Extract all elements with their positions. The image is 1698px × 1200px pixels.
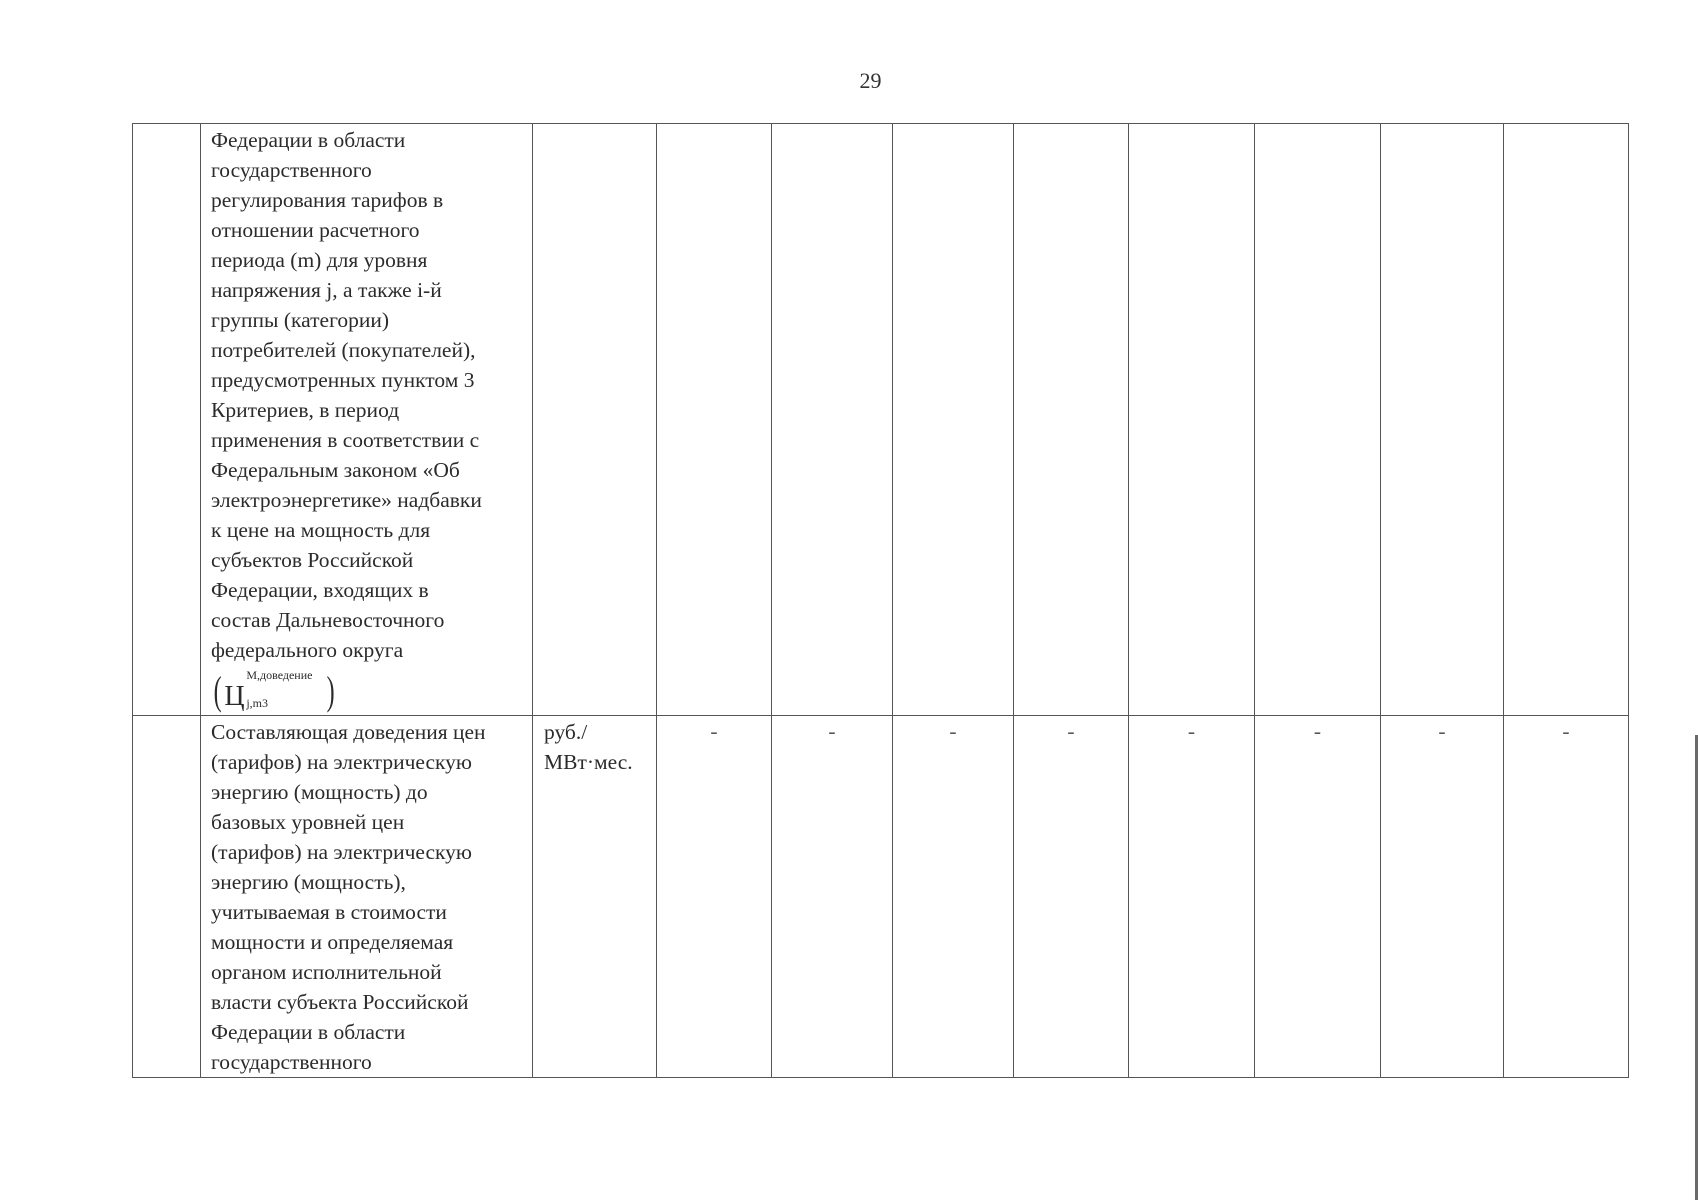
description-line: периода (m) для уровня xyxy=(211,248,428,272)
unit-cell xyxy=(533,716,657,1078)
description-line: Составляющая доведения цен xyxy=(211,720,486,744)
unit-line: руб./ xyxy=(544,720,588,744)
row-index-cell xyxy=(133,716,201,1078)
description-line: государственного xyxy=(211,158,372,182)
description-line: учитываемая в стоимости xyxy=(211,900,447,924)
description-line: (тарифов) на электрическую xyxy=(211,840,472,864)
value-cell: - xyxy=(893,716,1014,1078)
value-cell xyxy=(1255,124,1381,716)
value-cell: - xyxy=(1504,716,1629,1078)
description-line: Федерации, входящих в xyxy=(211,578,429,602)
description-line: органом исполнительной xyxy=(211,960,442,984)
value-cell xyxy=(657,124,772,716)
table-row xyxy=(133,124,1629,716)
description-line: отношении расчетного xyxy=(211,218,420,242)
description-line: потребителей (покупателей), xyxy=(211,338,476,362)
formula-subscript: j,m3 xyxy=(246,696,268,710)
description-line: регулирования тарифов в xyxy=(211,188,444,212)
value-cell: - xyxy=(1381,716,1504,1078)
description-line: применения в соответствии с xyxy=(211,428,480,452)
description-line: к цене на мощность для xyxy=(211,518,431,542)
description-line: мощности и определяемая xyxy=(211,930,454,954)
value-cell: - xyxy=(772,716,893,1078)
unit-line: МВт·мес. xyxy=(544,750,633,774)
unit-cell xyxy=(533,124,657,716)
description-cell xyxy=(201,716,533,1078)
description-line: напряжения j, а также i-й xyxy=(211,278,442,302)
description-line: Федерации в области xyxy=(211,1020,406,1044)
value-cell xyxy=(1504,124,1629,716)
description-line: власти субъекта Российской xyxy=(211,990,469,1014)
value-cell: - xyxy=(657,716,772,1078)
table-row xyxy=(133,716,1629,1078)
description-line: Федеральным законом «Об xyxy=(211,458,460,482)
value-cell xyxy=(893,124,1014,716)
description-line: базовых уровней цен xyxy=(211,810,405,834)
description-line: Критериев, в период xyxy=(211,398,400,422)
formula-close-paren: ) xyxy=(326,668,335,713)
description-line: федерального округа xyxy=(211,638,404,662)
formula-expression xyxy=(224,668,324,712)
tariff-table xyxy=(132,123,1629,1078)
value-cell xyxy=(1381,124,1504,716)
description-line: Федерации в области xyxy=(211,128,406,152)
formula-base: Ц xyxy=(224,681,245,712)
value-cell xyxy=(1014,124,1129,716)
value-cell: - xyxy=(1014,716,1129,1078)
formula xyxy=(211,667,338,715)
formula-open-paren: ( xyxy=(213,668,222,713)
description-line: состав Дальневосточного xyxy=(211,608,445,632)
value-cell: - xyxy=(1255,716,1381,1078)
description-line: энергию (мощность) до xyxy=(211,780,428,804)
row-index-cell xyxy=(133,124,201,716)
formula-superscript: М,доведение xyxy=(246,668,313,682)
value-cell xyxy=(1129,124,1255,716)
page-number: 29 xyxy=(859,68,882,93)
value-cell: - xyxy=(1129,716,1255,1078)
description-line: (тарифов) на электрическую xyxy=(211,750,472,774)
description-cell xyxy=(201,124,533,716)
description-line: энергию (мощность), xyxy=(211,870,406,894)
description-line: группы (категории) xyxy=(211,308,390,332)
description-line: электроэнергетике» надбавки xyxy=(211,488,482,512)
description-line: предусмотренных пунктом 3 xyxy=(211,368,475,392)
description-line: государственного xyxy=(211,1050,372,1074)
description-line: субъектов Российской xyxy=(211,548,414,572)
value-cell xyxy=(772,124,893,716)
